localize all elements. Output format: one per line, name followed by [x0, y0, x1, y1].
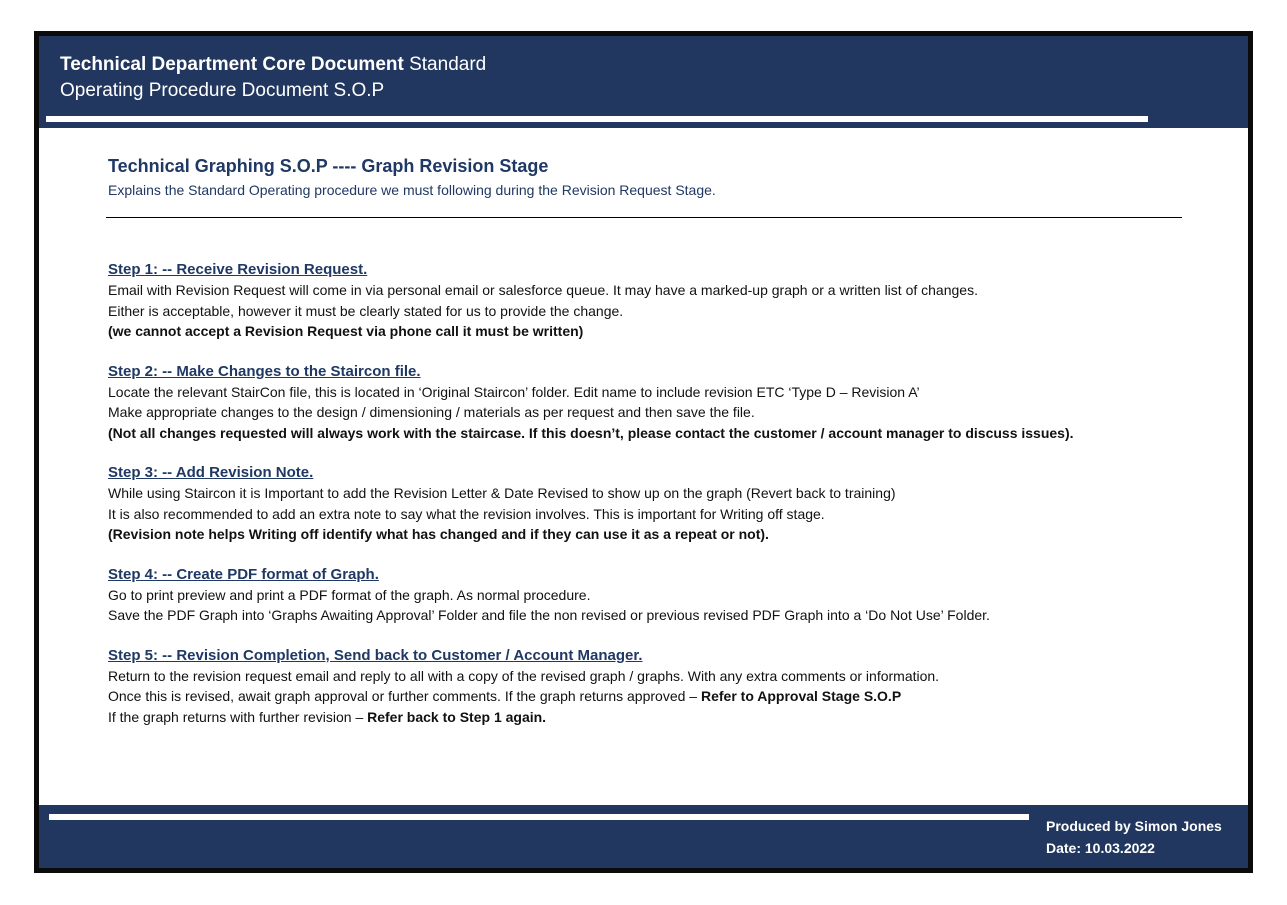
step-text: Save the PDF Graph into ‘Graphs Awaiting Approval’ Folder and file the non revised or previous revised PDF Graph into a ‘Do Not Use’ Folder.: [108, 607, 990, 623]
header-title: [60, 52, 486, 104]
footer-divider: [49, 814, 1029, 820]
title-divider: [106, 217, 1182, 218]
header-divider: [46, 116, 1148, 122]
step-text: It is also recommended to add an extra note to say what the revision involves. This is important for Writing off stage.: [108, 505, 825, 522]
step-2: [108, 361, 1208, 444]
step-text: Go to print preview and print a PDF format of the graph. As normal procedure.: [108, 586, 591, 603]
step-1: [108, 259, 1208, 342]
step-heading: Step 1: -- Receive Revision Request.: [108, 261, 368, 278]
header-title-rest: Standard: [403, 54, 487, 75]
step-text: While using Staircon it is Important to add the Revision Letter & Date Revised to show up on the graph (Revert back to training): [108, 485, 896, 501]
step-text: Either is acceptable, however it must be clearly stated for us to provide the change.: [108, 302, 624, 319]
document-frame: [34, 31, 1253, 873]
step-heading: Step 2: -- Make Changes to the Staircon file.: [108, 362, 421, 380]
step-5: [108, 645, 1208, 728]
step-text: Locate the relevant StairCon file, this is located in ‘Original Staircon’ folder. Edit name to include revision ETC ‘Type D – Revision A’: [108, 383, 920, 400]
step-heading: Step 5: -- Revision Completion, Send back to Customer / Account Manager.: [108, 646, 643, 664]
produced-by: Produced by Simon Jones: [1046, 818, 1222, 834]
step-text: [108, 686, 1208, 707]
header-title-bold: Technical Department Core Document: [60, 54, 404, 75]
step-text-plain: Once this is revised, await graph approval or further comments. If the graph returns approved –: [108, 688, 701, 704]
footer-credits: [1046, 815, 1222, 859]
footer-band: [39, 805, 1248, 868]
step-heading: Step 4: -- Create PDF format of Graph.: [108, 565, 379, 583]
document-date: Date: 10.03.2022: [1046, 840, 1155, 856]
step-text: [108, 707, 1208, 728]
step-note: (Not all changes requested will always work with the staircase. If this doesn’t, please contact the customer / account manager to discuss issues).: [108, 424, 1074, 441]
step-text: Return to the revision request email and reply to all with a copy of the revised graph / graphs. With any extra comments or information.: [108, 667, 940, 684]
steps-section: [108, 259, 1208, 746]
header-band: [39, 36, 1248, 128]
step-4: [108, 564, 1208, 626]
step-heading: Step 3: -- Add Revision Note.: [108, 464, 314, 481]
step-text: Email with Revision Request will come in via personal email or salesforce queue. It may have a marked-up graph or a written list of changes.: [108, 282, 978, 298]
document-title: Technical Graphing S.O.P ---- Graph Revision Stage: [108, 156, 549, 176]
document-subtitle: Explains the Standard Operating procedure we must following during the Revision Request Stage.: [108, 182, 716, 198]
step-text-plain: If the graph returns with further revision –: [108, 708, 368, 725]
step-note: (Revision note helps Writing off identify what has changed and if they can use it as a repeat or not).: [108, 526, 769, 542]
step-text: Make appropriate changes to the design / dimensioning / materials as per request and then save the file.: [108, 404, 755, 420]
step-note: (we cannot accept a Revision Request via phone call it must be written): [108, 323, 584, 339]
step-text-bold: Refer to Approval Stage S.O.P: [700, 688, 902, 704]
header-title-line2: Operating Procedure Document S.O.P: [60, 80, 385, 101]
step-3: [108, 462, 1208, 545]
step-text-bold: Refer back to Step 1 again.: [367, 708, 547, 725]
